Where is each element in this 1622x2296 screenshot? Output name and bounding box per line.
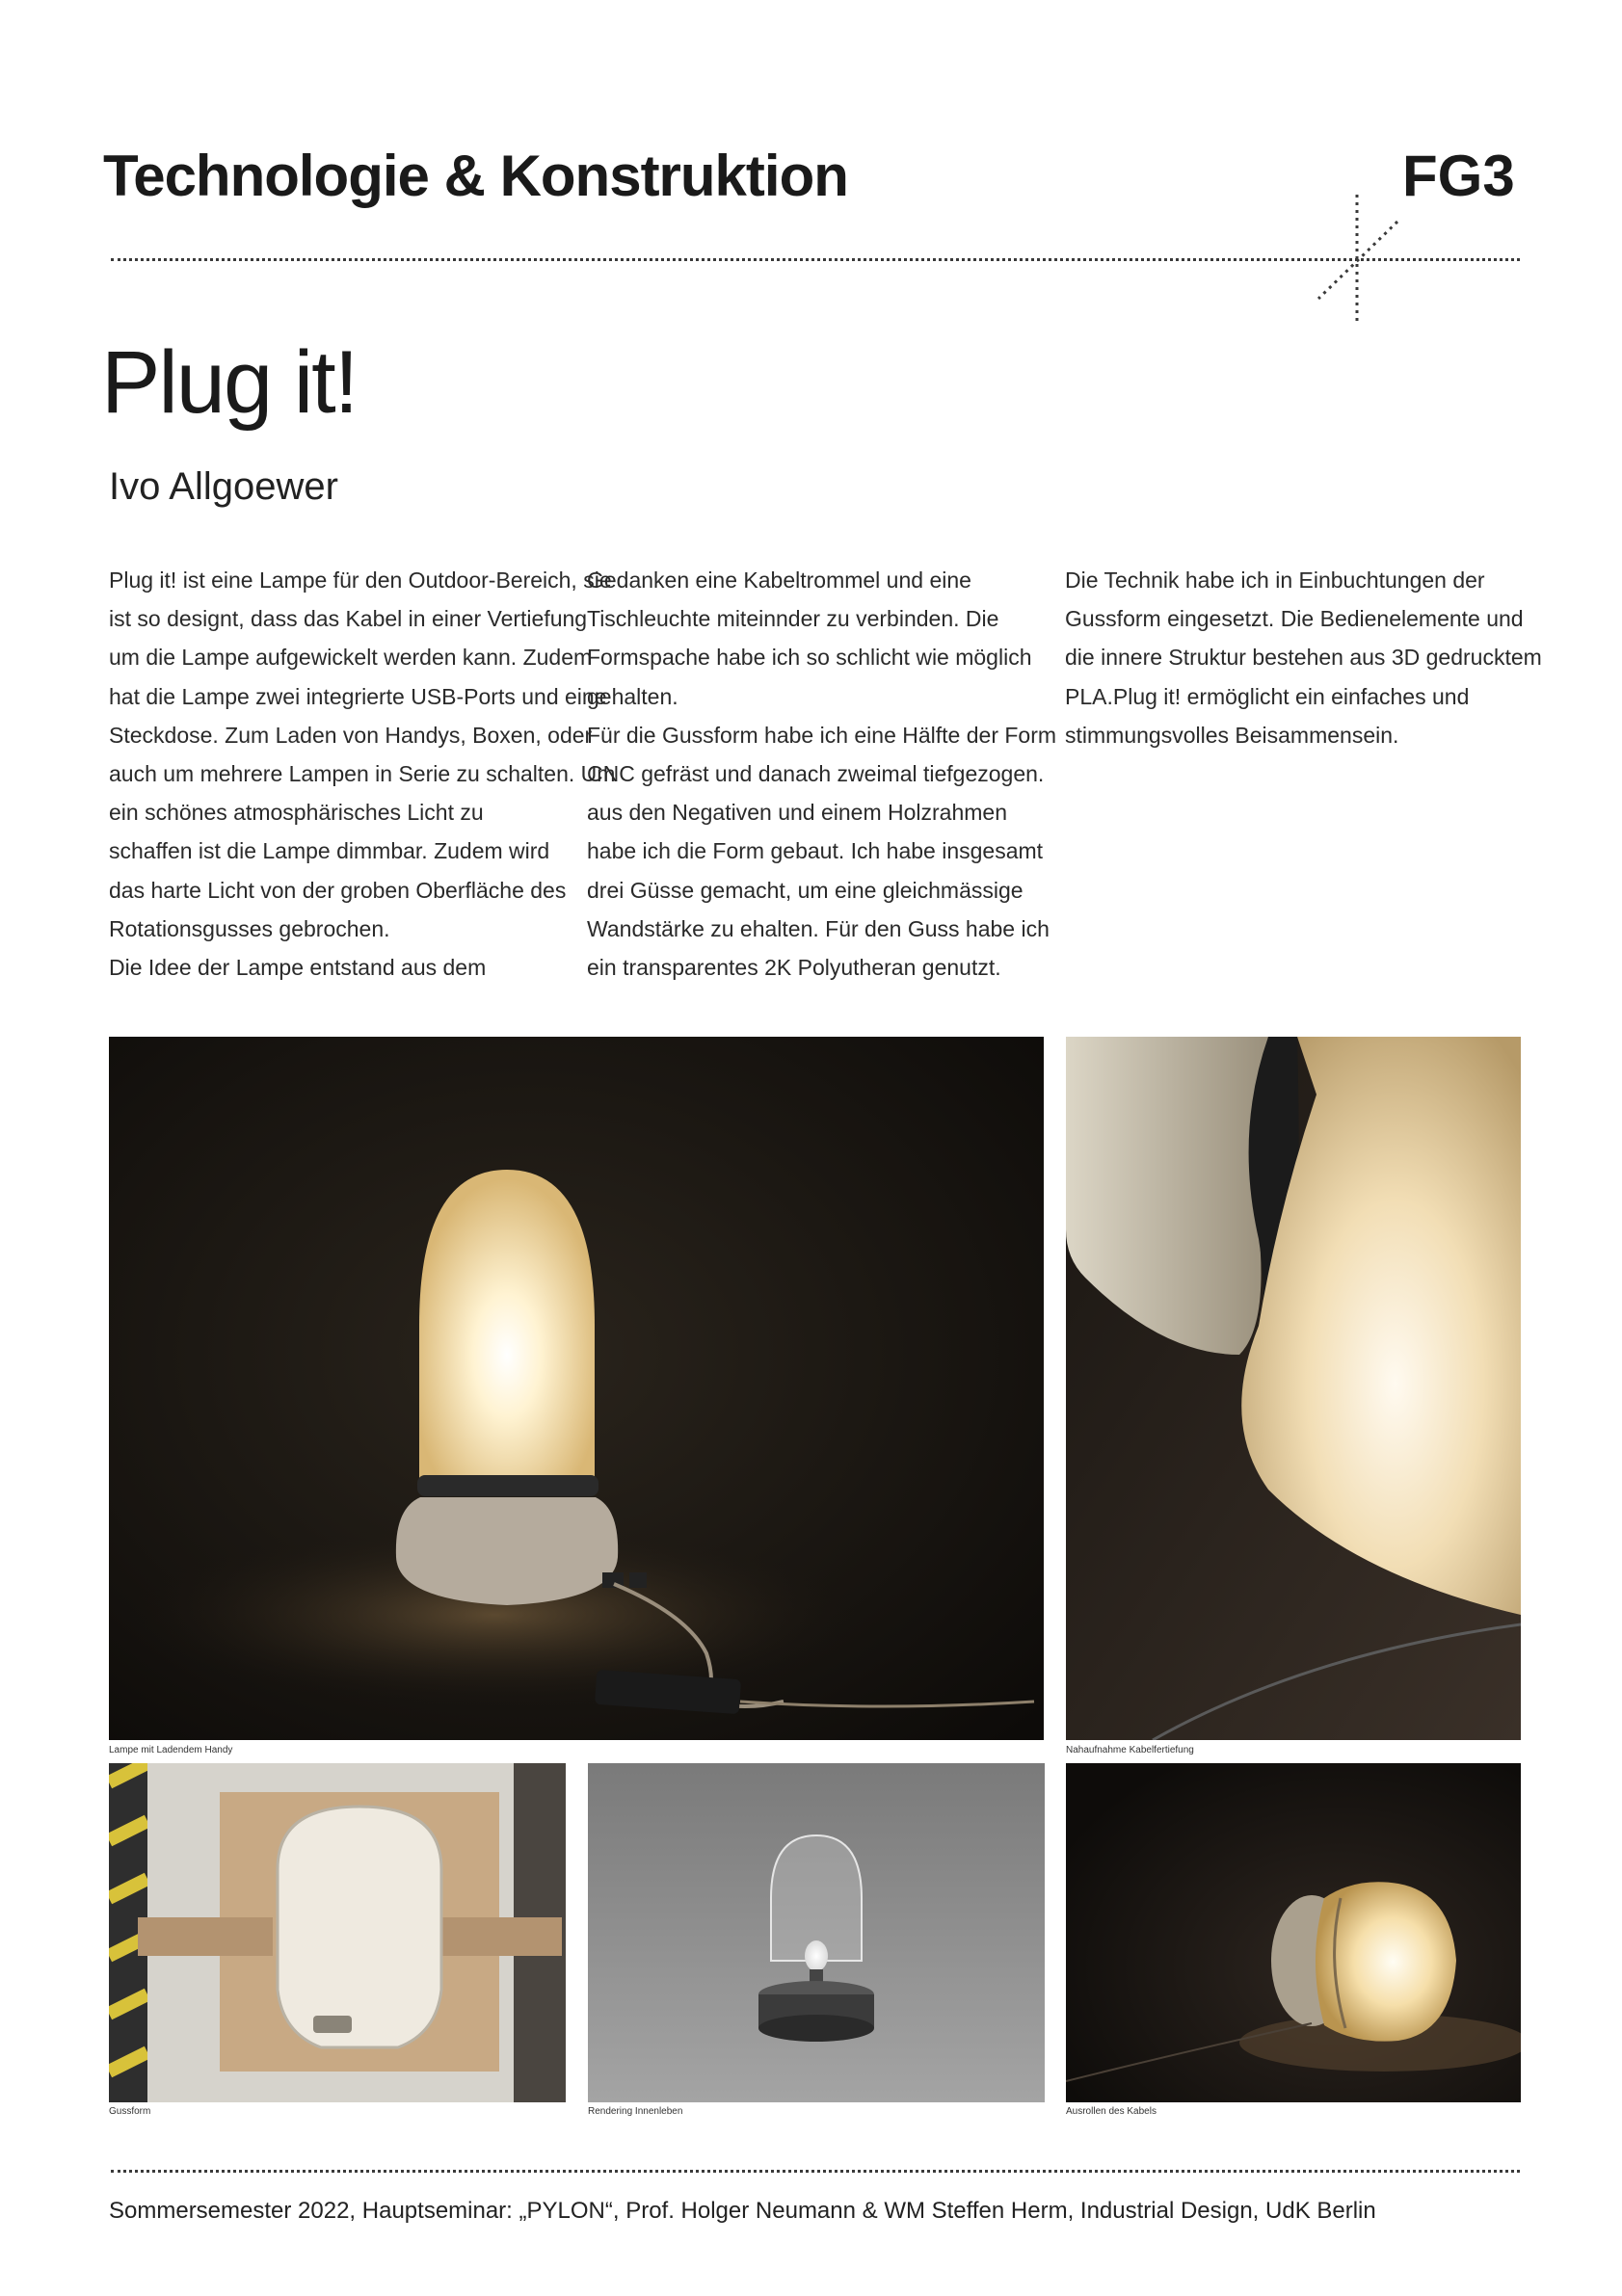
body-line: Die Idee der Lampe entstand aus dem [109, 955, 487, 981]
photo-closeup-cable-groove [1066, 1037, 1521, 1740]
body-line: habe ich die Form gebaut. Ich habe insgesamt [587, 838, 1044, 864]
section-title: Technologie & Konstruktion [103, 144, 848, 208]
body-line: Tischleuchte miteinnder zu verbinden. Die [587, 606, 999, 632]
body-line: auch um mehrere Lampen in Serie zu schalten. Um [109, 761, 616, 787]
body-line: Gedanken eine Kabeltrommel und eine [587, 567, 971, 593]
photo-lamp-with-phone [109, 1037, 1044, 1740]
body-column-1 [109, 561, 616, 987]
project-author: Ivo Allgoewer [109, 465, 338, 508]
header-divider [111, 258, 1520, 261]
body-line: gehalten. [587, 683, 678, 709]
section-code: FG3 [1402, 144, 1515, 208]
body-line: ein schönes atmosphärisches Licht zu [109, 800, 484, 826]
caption-mold-photo: Gussform [109, 2106, 151, 2117]
body-line: ist so designt, dass das Kabel in einer Vertiefung [109, 606, 588, 632]
body-line: stimmungsvolles Beisammensein. [1065, 722, 1399, 748]
body-line: CNC gefräst und danach zweimal tiefgezogen. [587, 761, 1045, 787]
body-line: Formspache habe ich so schlicht wie möglich [587, 645, 1032, 671]
photo-casting-mold [109, 1763, 566, 2102]
body-line: schaffen ist die Lampe dimmbar. Zudem wird [109, 838, 550, 864]
footer-credits: Sommersemester 2022, Hauptseminar: „PYLON“, Prof. Holger Neumann & WM Steffen Herm, Industrial Design, UdK Berlin [109, 2198, 1376, 2224]
body-line: Steckdose. Zum Laden von Handys, Boxen, oder [109, 722, 593, 748]
body-line: Für die Gussform habe ich eine Hälfte der Form [587, 722, 1057, 748]
body-line: das harte Licht von der groben Oberfläche des [109, 877, 567, 903]
caption-closeup-photo: Nahaufnahme Kabelfertiefung [1066, 1745, 1194, 1755]
body-line: drei Güsse gemacht, um eine gleichmässige [587, 877, 1024, 903]
photo-rendering-interior [588, 1763, 1045, 2102]
decorative-star-icon [1311, 193, 1407, 323]
body-line: aus den Negativen und einem Holzrahmen [587, 800, 1007, 826]
body-line: Wandstärke zu ehalten. Für den Guss habe ich [587, 915, 1050, 941]
body-column-2 [587, 561, 1059, 987]
caption-cable-photo: Ausrollen des Kabels [1066, 2106, 1157, 2117]
body-line: Plug it! ist eine Lampe für den Outdoor-Bereich, sie [109, 567, 612, 593]
body-column-3 [1065, 561, 1542, 754]
body-line: Rotationsgusses gebrochen. [109, 915, 390, 941]
photo-unrolling-cable [1066, 1763, 1521, 2102]
body-line: ein transparentes 2K Polyutheran genutzt. [587, 955, 1001, 981]
body-line: die innere Struktur bestehen aus 3D gedrucktem [1065, 645, 1542, 671]
caption-render-photo: Rendering Innenleben [588, 2106, 683, 2117]
caption-main-photo: Lampe mit Ladendem Handy [109, 1745, 233, 1755]
project-title: Plug it! [101, 333, 358, 432]
footer-divider [111, 2170, 1520, 2173]
body-line: PLA.Plug it! ermöglicht ein einfaches und [1065, 683, 1470, 709]
body-line: um die Lampe aufgewickelt werden kann. Zudem [109, 645, 593, 671]
body-line: Die Technik habe ich in Einbuchtungen der [1065, 567, 1485, 593]
body-line: hat die Lampe zwei integrierte USB-Ports und eine [109, 683, 607, 709]
body-line: Gussform eingesetzt. Die Bedienelemente und [1065, 606, 1524, 632]
